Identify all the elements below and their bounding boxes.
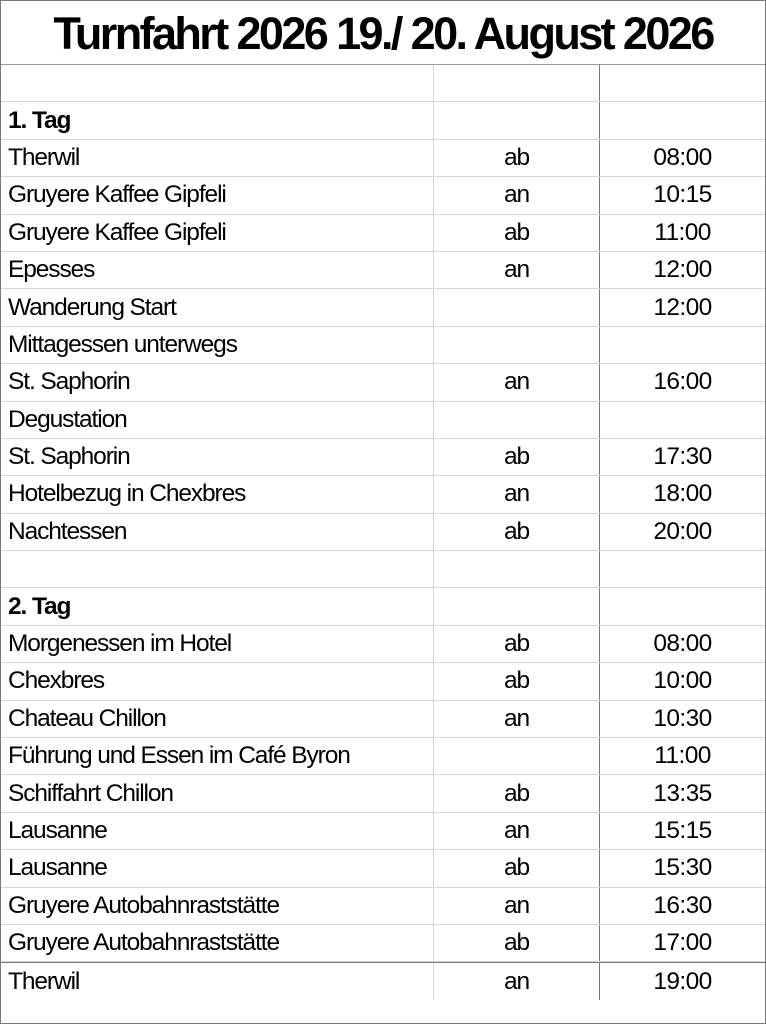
place-cell[interactable]: Therwil: [1, 963, 434, 999]
place-cell[interactable]: Lausanne: [1, 850, 434, 886]
direction-cell[interactable]: an: [434, 963, 600, 999]
table-row: [1, 962, 765, 999]
time-cell[interactable]: 10:30: [653, 704, 712, 732]
table-row: [1, 551, 765, 588]
place-cell[interactable]: [1, 551, 434, 587]
page-title: Turnfahrt 2026 19./ 20. August 2026: [53, 8, 713, 59]
direction-cell[interactable]: ab: [434, 663, 600, 699]
place-cell[interactable]: Therwil: [1, 140, 434, 176]
place-cell[interactable]: Nachtessen: [1, 514, 434, 550]
table-row: [1, 888, 765, 925]
table-row: [1, 215, 765, 252]
table-row: [1, 775, 765, 812]
time-cell[interactable]: 20:00: [653, 517, 712, 545]
direction-cell[interactable]: an: [434, 476, 600, 512]
time-cell[interactable]: 11:00: [654, 218, 711, 246]
time-cell[interactable]: 12:00: [653, 293, 712, 321]
time-cell[interactable]: [600, 402, 765, 438]
direction-cell[interactable]: [434, 588, 600, 624]
time-cell[interactable]: 17:30: [653, 443, 712, 471]
direction-cell[interactable]: an: [434, 888, 600, 924]
time-cell[interactable]: 18:00: [653, 480, 712, 508]
place-cell[interactable]: Gruyere Kaffee Gipfeli: [1, 215, 434, 251]
time-cell[interactable]: 12:00: [653, 256, 712, 284]
time-cell[interactable]: [600, 65, 765, 101]
table-row: [1, 140, 765, 177]
direction-cell[interactable]: an: [434, 813, 600, 849]
table-row: [1, 813, 765, 850]
table-row: [1, 514, 765, 551]
place-cell[interactable]: Lausanne: [1, 813, 434, 849]
place-cell[interactable]: Wanderung Start: [1, 289, 434, 325]
table-row: [1, 252, 765, 289]
direction-cell[interactable]: an: [434, 701, 600, 737]
place-cell[interactable]: Mittagessen unterwegs: [1, 327, 434, 363]
time-cell[interactable]: 13:35: [653, 779, 712, 807]
table-row: [1, 925, 765, 962]
table-row: [1, 439, 765, 476]
table-row: [1, 850, 765, 887]
table-row: [1, 289, 765, 326]
time-cell[interactable]: 15:30: [653, 854, 712, 882]
direction-cell[interactable]: [434, 551, 600, 587]
direction-cell[interactable]: ab: [434, 925, 600, 961]
direction-cell[interactable]: [434, 102, 600, 138]
direction-cell[interactable]: an: [434, 177, 600, 213]
table-row: [1, 177, 765, 214]
day-heading-cell[interactable]: 1. Tag: [1, 102, 434, 138]
title-row: [1, 1, 765, 65]
place-cell[interactable]: Degustation: [1, 402, 434, 438]
place-cell[interactable]: Epesses: [1, 252, 434, 288]
direction-cell[interactable]: ab: [434, 439, 600, 475]
place-cell[interactable]: Führung und Essen im Café Byron: [1, 738, 434, 774]
table-row: [1, 476, 765, 513]
place-cell[interactable]: Gruyere Autobahnraststätte: [1, 925, 434, 961]
direction-cell[interactable]: [434, 402, 600, 438]
place-cell[interactable]: [1, 65, 434, 101]
time-cell[interactable]: [600, 588, 765, 624]
place-cell[interactable]: Hotelbezug in Chexbres: [1, 476, 434, 512]
direction-cell[interactable]: ab: [434, 140, 600, 176]
direction-cell[interactable]: ab: [434, 215, 600, 251]
place-cell[interactable]: Morgenessen im Hotel: [1, 626, 434, 662]
direction-cell[interactable]: [434, 738, 600, 774]
place-cell[interactable]: Chexbres: [1, 663, 434, 699]
table-row: [1, 327, 765, 364]
time-cell[interactable]: 15:15: [653, 817, 712, 844]
place-cell[interactable]: Gruyere Autobahnraststätte: [1, 888, 434, 924]
time-cell[interactable]: [600, 551, 765, 587]
table-row: [1, 65, 765, 102]
place-cell[interactable]: Schiffahrt Chillon: [1, 775, 434, 811]
time-cell[interactable]: 16:30: [653, 891, 712, 919]
time-cell[interactable]: 16:00: [653, 368, 712, 396]
table-row: [1, 102, 765, 139]
time-cell[interactable]: 08:00: [653, 143, 712, 171]
place-cell[interactable]: St. Saphorin: [1, 439, 434, 475]
time-cell[interactable]: 17:00: [653, 929, 712, 957]
direction-cell[interactable]: [434, 327, 600, 363]
table-row: [1, 588, 765, 625]
schedule-table: [1, 65, 765, 1000]
table-row: [1, 738, 765, 775]
time-cell[interactable]: 10:15: [653, 181, 712, 209]
table-row: [1, 663, 765, 700]
table-row: [1, 364, 765, 401]
direction-cell[interactable]: an: [434, 364, 600, 400]
direction-cell[interactable]: [434, 289, 600, 325]
time-cell[interactable]: 08:00: [653, 630, 712, 658]
direction-cell[interactable]: ab: [434, 775, 600, 811]
direction-cell[interactable]: an: [434, 252, 600, 288]
time-cell[interactable]: [600, 327, 765, 363]
day-heading-cell[interactable]: 2. Tag: [1, 588, 434, 624]
direction-cell[interactable]: ab: [434, 850, 600, 886]
table-row: [1, 701, 765, 738]
time-cell[interactable]: 11:00: [654, 742, 711, 770]
time-cell[interactable]: 19:00: [653, 967, 712, 995]
direction-cell[interactable]: [434, 65, 600, 101]
place-cell[interactable]: Chateau Chillon: [1, 701, 434, 737]
direction-cell[interactable]: ab: [434, 514, 600, 550]
table-row: [1, 402, 765, 439]
time-cell[interactable]: [600, 102, 765, 138]
time-cell[interactable]: 10:00: [653, 667, 712, 695]
place-cell[interactable]: St. Saphorin: [1, 364, 434, 400]
direction-cell[interactable]: ab: [434, 626, 600, 662]
place-cell[interactable]: Gruyere Kaffee Gipfeli: [1, 177, 434, 213]
table-row: [1, 626, 765, 663]
